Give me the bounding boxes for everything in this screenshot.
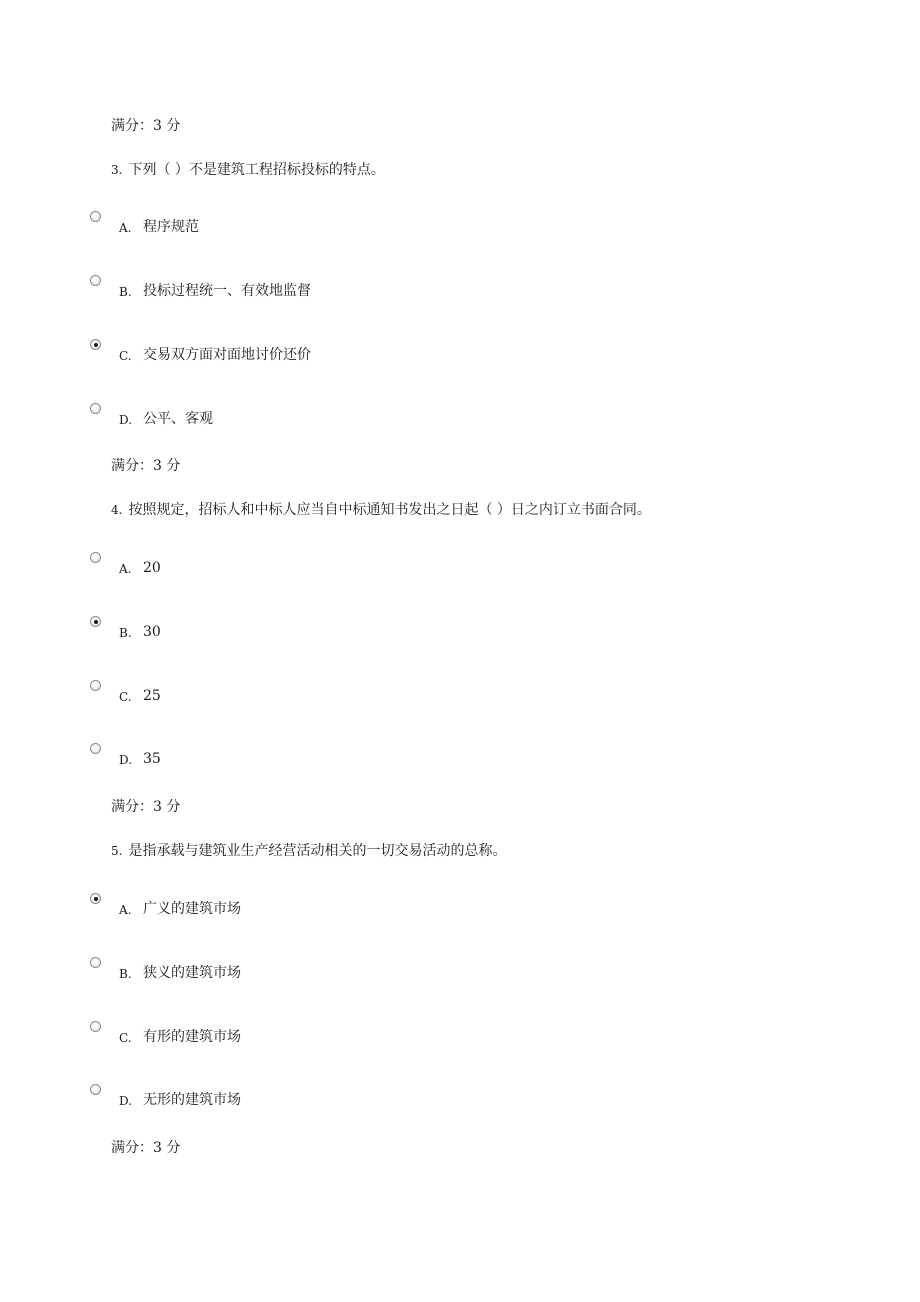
radio-button[interactable]	[90, 616, 101, 627]
option-letter: A.	[119, 903, 132, 917]
option-text: 狭义的建筑市场	[143, 965, 241, 981]
score-label: 满分：3 分	[111, 799, 181, 815]
option-letter: A.	[119, 221, 132, 235]
option-text: 无形的建筑市场	[143, 1092, 241, 1108]
radio-button[interactable]	[90, 339, 101, 350]
question-5-option-a[interactable]	[90, 893, 590, 917]
option-letter: B.	[119, 285, 132, 299]
option-letter: B.	[119, 967, 132, 981]
option-text: 公平、客观	[143, 411, 213, 427]
question-3-option-a[interactable]	[90, 211, 590, 235]
question-text: 下列（ ）不是建筑工程招标投标的特点。	[128, 162, 385, 178]
option-text: 程序规范	[143, 219, 199, 235]
option-text: 广义的建筑市场	[143, 901, 241, 917]
question-text: 按照规定，招标人和中标人应当自中标通知书发出之日起（ ）日之内订立书面合同。	[128, 502, 651, 518]
question-4-option-b[interactable]	[90, 616, 590, 640]
radio-button[interactable]	[90, 1021, 101, 1032]
option-letter: B.	[119, 626, 132, 640]
question-5-option-d[interactable]	[90, 1084, 590, 1108]
option-text: 投标过程统一、有效地监督	[143, 283, 311, 299]
option-letter: D.	[119, 1094, 133, 1108]
radio-button[interactable]	[90, 680, 101, 691]
option-letter: C.	[119, 349, 132, 363]
score-label: 满分：3 分	[111, 1140, 181, 1156]
radio-button[interactable]	[90, 893, 101, 904]
option-text: 30	[143, 624, 161, 640]
question-4-option-a[interactable]	[90, 552, 590, 576]
radio-button[interactable]	[90, 552, 101, 563]
radio-button[interactable]	[90, 1084, 101, 1095]
option-letter: A.	[119, 562, 132, 576]
question-3-option-c[interactable]	[90, 339, 590, 363]
option-text: 25	[143, 688, 161, 704]
option-text: 20	[143, 560, 161, 576]
option-letter: D.	[119, 413, 133, 427]
score-label: 满分：3 分	[111, 118, 181, 134]
question-3-option-b[interactable]	[90, 275, 590, 299]
question-number: 3.	[111, 163, 123, 177]
question-5-option-c[interactable]	[90, 1021, 590, 1045]
question-number: 5.	[111, 844, 123, 858]
radio-button[interactable]	[90, 211, 101, 222]
option-text: 有形的建筑市场	[143, 1029, 241, 1045]
option-letter: C.	[119, 1031, 132, 1045]
question-text: 是指承载与建筑业生产经营活动相关的一切交易活动的总称。	[128, 843, 507, 859]
option-text: 交易双方面对面地讨价还价	[143, 347, 311, 363]
question-4-option-d[interactable]	[90, 743, 590, 767]
option-letter: D.	[119, 753, 133, 767]
question-4-stem	[111, 501, 651, 519]
radio-button[interactable]	[90, 957, 101, 968]
question-number: 4.	[111, 503, 123, 517]
radio-button[interactable]	[90, 275, 101, 286]
question-5-option-b[interactable]	[90, 957, 590, 981]
question-4-option-c[interactable]	[90, 680, 590, 704]
radio-button[interactable]	[90, 743, 101, 754]
option-letter: C.	[119, 690, 132, 704]
question-3-stem	[111, 161, 385, 179]
radio-button[interactable]	[90, 403, 101, 414]
score-label: 满分：3 分	[111, 458, 181, 474]
question-3-option-d[interactable]	[90, 403, 590, 427]
question-5-stem	[111, 842, 506, 860]
option-text: 35	[143, 751, 161, 767]
